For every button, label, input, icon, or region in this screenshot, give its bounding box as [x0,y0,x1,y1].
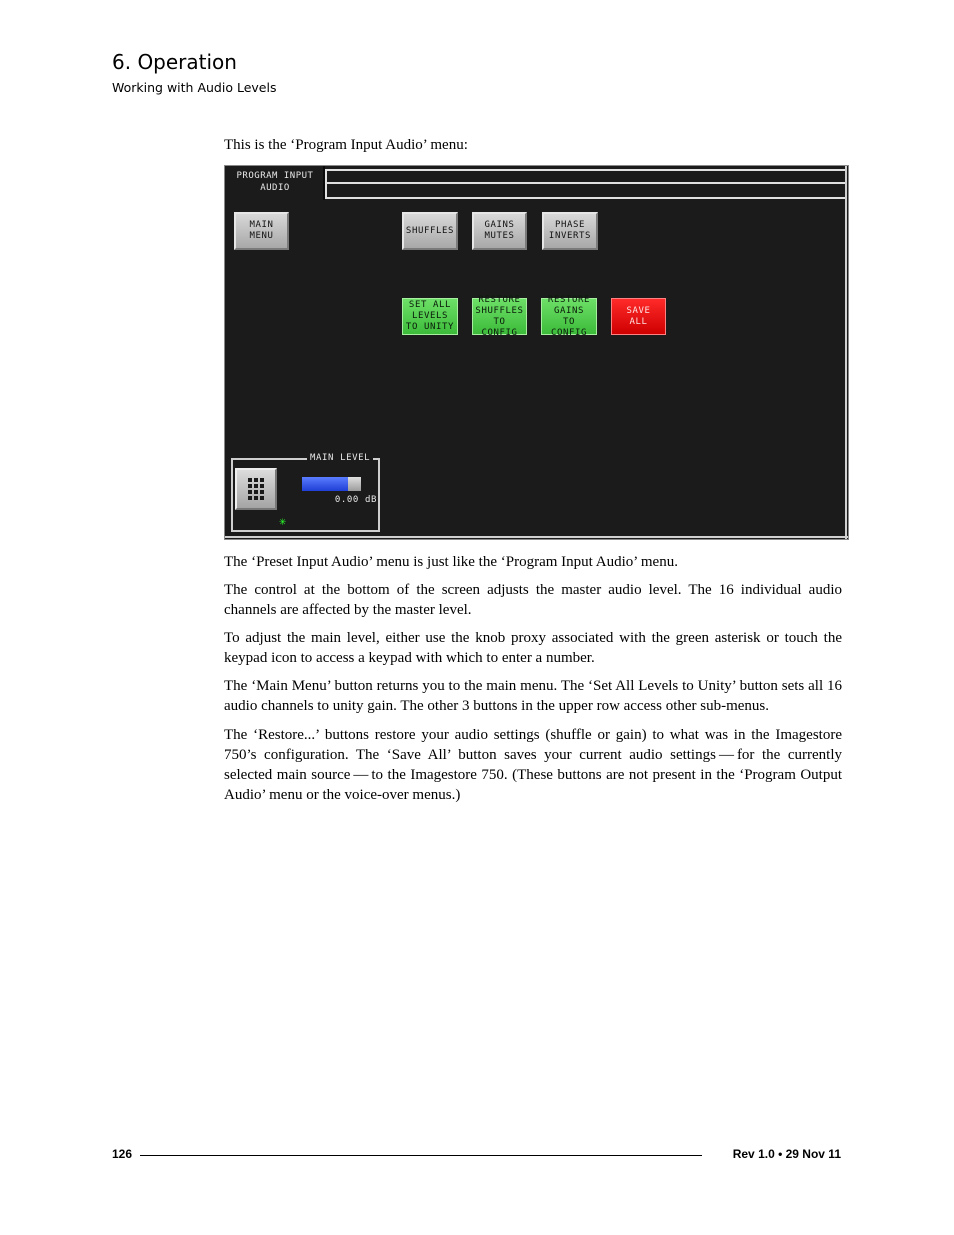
screen-border [225,536,848,538]
save-all-button[interactable]: SAVE ALL [611,298,666,335]
paragraph: The ‘Restore...’ buttons restore your audio settings (shuffle or gain) to what was in the Imagestore 750’s configuration. The ‘Save All’ button saves your current audio settings — for the currently selected main source — to the Imagestore 750. (These buttons are not present in the ‘Program Output Audio’ menu or the voice-over menus.) [224,727,842,803]
revision-label: Rev 1.0 • 29 Nov 11 [732,1147,841,1161]
chapter-title: 6. Operation [112,50,237,74]
paragraph: The ‘Main Menu’ button returns you to the main menu. The ‘Set All Levels to Unity’ button sets all 16 audio channels to unity gain. The other 3 buttons in the upper row access other sub-menus. [224,678,842,714]
menu-title: PROGRAM INPUT AUDIO [236,171,314,193]
set-all-levels-to-unity-button[interactable]: SET ALL LEVELS TO UNITY [402,298,458,335]
keypad-button[interactable] [235,468,277,510]
gains-mutes-button[interactable]: GAINS MUTES [472,212,527,250]
shuffles-button[interactable]: SHUFFLES [402,212,458,250]
main-level-bar-fill [302,477,348,491]
main-level-value: 0.00 dB [334,495,377,505]
title-bar-frame [325,169,327,199]
main-level-bar[interactable] [302,477,361,491]
paragraph: The ‘Preset Input Audio’ menu is just like the ‘Program Input Audio’ menu. [224,554,678,570]
main-level-label: MAIN LEVEL [307,453,373,463]
title-bar-line [325,169,846,171]
asterisk-icon[interactable]: ✳ [279,514,287,528]
title-bar-line [325,197,846,199]
intro-text: This is the ‘Program Input Audio’ menu: [224,137,468,153]
restore-gains-button[interactable]: RESTORE GAINS TO CONFIG [541,298,597,335]
footer-rule [140,1155,702,1156]
page-number: 126 [112,1147,133,1161]
paragraph: To adjust the main level, either use the knob proxy associated with the green asterisk or touch the keypad icon to access a keypad with which to enter a number. [224,630,842,666]
title-bar-line [325,182,846,184]
restore-shuffles-button[interactable]: RESTORE SHUFFLES TO CONFIG [472,298,527,335]
main-menu-button[interactable]: MAIN MENU [234,212,289,250]
program-input-audio-screenshot [224,165,849,540]
phase-inverts-button[interactable]: PHASE INVERTS [542,212,598,250]
screen-border [845,166,847,539]
keypad-icon [248,478,264,500]
section-title: Working with Audio Levels [112,80,277,95]
paragraph: The control at the bottom of the screen adjusts the master audio level. The 16 individual audio channels are affected by the master level. [224,582,842,618]
